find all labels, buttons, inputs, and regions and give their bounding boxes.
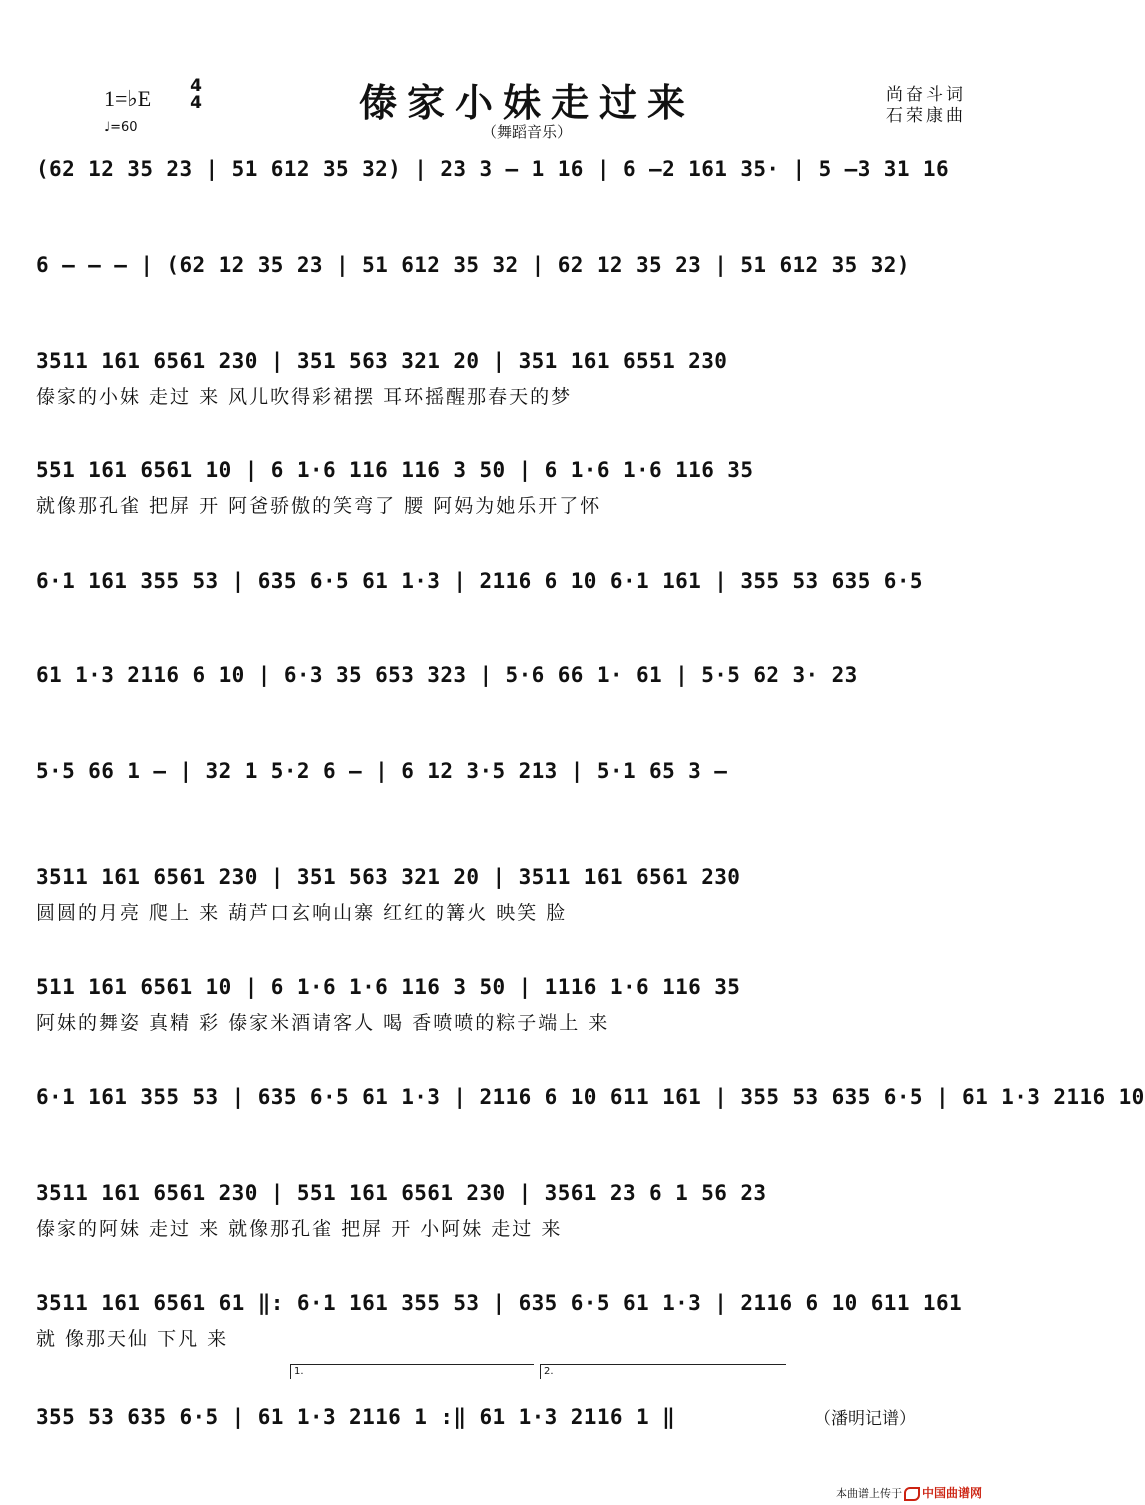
transcriber-note: （潘明记谱） [814, 1409, 916, 1429]
first-ending-bracket: 1. [290, 1364, 534, 1379]
page-subtitle: （舞蹈音乐） [481, 123, 572, 141]
notation-line: 5·5 66 1 – | 32 1 5·2 6 – | 6 12 3·5 213 | 5·1 65 3 – [36, 759, 728, 783]
notation-line: 551 161 6561 10 | 6 1·6 116 116 3 50 | 6 1·6 1·6 116 35 [36, 458, 754, 482]
time-signature-top: 4 [190, 76, 202, 96]
page-title: 傣家小妹走过来 [358, 80, 695, 125]
notation-line: 355 53 635 6·5 | 61 1·3 2116 1 :‖ 61 1·3 2116 1 ‖ [36, 1405, 676, 1429]
notation-line: 6 – – – | (62 12 35 23 | 51 612 35 32 | 62 12 35 23 | 51 612 35 32) [36, 253, 910, 277]
notation-line: 6·1 161 355 53 | 635 6·5 61 1·3 | 2116 6 10 611 161 | 355 53 635 6·5 | 61 1·3 2116 10 [36, 1085, 1145, 1109]
footer-brand: 中国曲谱网 [922, 1486, 983, 1500]
notation-line: 3511 161 6561 230 | 351 563 321 20 | 3511 161 6561 230 [36, 865, 741, 889]
notation-line: 6·1 161 355 53 | 635 6·5 61 1·3 | 2116 6 10 6·1 161 | 355 53 635 6·5 [36, 569, 923, 593]
lyricist-credit: 尚奋斗词 [886, 85, 966, 105]
lyrics-line: 傣家的阿妹 走过 来 就像那孔雀 把屏 开 小阿妹 走过 来 [36, 1218, 563, 1240]
key-signature: 1=♭E [104, 86, 152, 111]
site-logo-icon [904, 1487, 920, 1501]
notation-line: (62 12 35 23 | 51 612 35 32) | 23 3 – 1 16 | 6 –2 161 35· | 5 –3 31 16 [36, 157, 950, 181]
notation-line: 3511 161 6561 230 | 351 563 321 20 | 351 161 6551 230 [36, 349, 728, 373]
notation-line: 511 161 6561 10 | 6 1·6 1·6 116 3 50 | 1116 1·6 116 35 [36, 975, 741, 999]
lyrics-line: 傣家的小妹 走过 来 风儿吹得彩裙摆 耳环摇醒那春天的梦 [36, 386, 573, 408]
lyrics-line: 就像那孔雀 把屏 开 阿爸骄傲的笑弯了 腰 阿妈为她乐开了怀 [36, 495, 602, 517]
second-ending-bracket: 2. [540, 1364, 786, 1379]
notation-line: 61 1·3 2116 6 10 | 6·3 35 653 323 | 5·6 66 1· 61 | 5·5 62 3· 23 [36, 663, 858, 687]
lyrics-line: 就 像那天仙 下凡 来 [36, 1328, 229, 1350]
notation-line: 3511 161 6561 61 ‖: 6·1 161 355 53 | 635 6·5 61 1·3 | 2116 6 10 611 161 [36, 1291, 963, 1315]
lyrics-line: 阿妹的舞姿 真精 彩 傣家米酒请客人 喝 香喷喷的粽子端上 来 [36, 1012, 610, 1034]
footer [836, 1484, 982, 1501]
lyrics-line: 圆圆的月亮 爬上 来 葫芦口玄响山寨 红红的篝火 映笑 脸 [36, 902, 568, 924]
footer-text: 本曲谱上传于 [836, 1487, 902, 1500]
tempo-mark: ♩=60 [104, 120, 138, 135]
notation-line: 3511 161 6561 230 | 551 161 6561 230 | 3561 23 6 1 56 23 [36, 1181, 767, 1205]
composer-credit: 石荣康曲 [886, 106, 966, 126]
time-signature-bottom: 4 [190, 93, 202, 113]
